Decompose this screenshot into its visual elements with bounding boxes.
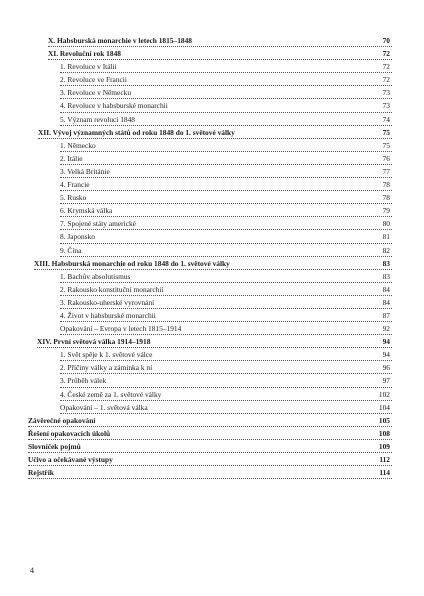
toc-page-number: 78 <box>382 193 390 203</box>
toc-page-number: 84 <box>382 297 390 307</box>
toc-entry-label: 3. Velká Británie <box>60 166 110 176</box>
toc-entry-label: 5. Význam revolucí 1848 <box>60 114 135 124</box>
toc-entry-label: 1. Bachův absolutismus <box>60 271 131 281</box>
toc-page-number: 105 <box>378 415 390 425</box>
toc-entry-label: 1. Německo <box>60 140 96 150</box>
toc-entry-label: 9. Čína <box>60 245 82 255</box>
toc-chapter-row[interactable] <box>28 454 392 467</box>
toc-entry-label: Rejstřík <box>28 468 54 478</box>
toc-entry-label: XII. Vývoj významných států od roku 1848 do 1. světové války <box>38 127 235 137</box>
toc-page-number: 81 <box>382 232 390 242</box>
toc-entry-label: 4. České země za 1. světové války <box>60 389 162 399</box>
toc-entry-label: 4. Život v habsburské monarchii <box>60 310 156 320</box>
toc-entry-label: 7. Spojené státy americké <box>60 219 136 229</box>
toc-chapter-row[interactable] <box>28 428 392 441</box>
toc-page-number: 83 <box>382 258 390 268</box>
toc-entry-label: 2. Rakousko konstituční monarchií <box>60 284 164 294</box>
toc-entry-label: 6. Krymská válka <box>60 206 113 216</box>
toc-chapter-row[interactable] <box>28 467 392 480</box>
toc-entry-label: 5. Rusko <box>60 193 87 203</box>
toc-page-number: 114 <box>379 468 390 478</box>
toc-entry-label: 8. Japonsko <box>60 232 95 242</box>
toc-page-number: 76 <box>382 153 390 163</box>
toc-entry-label: 4. Francie <box>60 180 90 190</box>
toc-page-number: 96 <box>382 363 390 373</box>
page-number: 4 <box>30 566 34 575</box>
toc-page-number: 84 <box>382 284 390 294</box>
toc-entry-label: 3. Revoluce v Německu <box>60 88 132 98</box>
toc-entry-label: Slovníček pojmů <box>28 441 81 451</box>
toc-page-number: 109 <box>378 441 390 451</box>
toc-entry-label: Opakování – Evropa v letech 1815–1914 <box>60 324 182 334</box>
toc-page-number: 102 <box>378 389 390 399</box>
toc-page-number: 108 <box>378 428 390 438</box>
toc-page-number: 83 <box>382 271 390 281</box>
toc-page-number: 75 <box>382 140 390 150</box>
toc-page-number: 78 <box>382 180 390 190</box>
toc-page-number: 72 <box>382 75 390 85</box>
toc-page-number: 94 <box>382 350 390 360</box>
toc-page-number: 87 <box>382 310 390 320</box>
toc-page-number: 80 <box>382 219 390 229</box>
toc-entry-label: X. Habsburská monarchie v letech 1815–1848 <box>48 36 192 45</box>
toc-page-number: 92 <box>382 324 390 334</box>
toc-page-number: 73 <box>382 101 390 111</box>
toc-entry-label: Řešení opakovacích úkolů <box>28 428 111 438</box>
dotted-leader <box>60 190 392 191</box>
toc-page-number: 72 <box>382 49 390 59</box>
toc-page-number: 82 <box>382 245 390 255</box>
toc-entry-label: 4. Revoluce v habsburské monarchii <box>60 101 168 111</box>
toc-page-number: 104 <box>378 402 390 412</box>
dotted-leader <box>60 164 392 165</box>
dotted-leader <box>60 243 392 244</box>
toc-entry-label: XIII. Habsburská monarchie od roku 1848 do 1. světové války <box>34 258 230 268</box>
toc-page-number: 70 <box>382 36 390 45</box>
toc-page-number: 79 <box>382 206 390 216</box>
toc-section-row[interactable] <box>28 140 392 153</box>
toc-page-number: 72 <box>382 62 390 72</box>
toc-entry-label: 2. Příčiny války a záminka k ní <box>60 363 153 373</box>
toc-entry-label: 3. Rakousko-uherské vyrovnání <box>60 297 155 307</box>
toc-entry-label: 2. Itálie <box>60 153 83 163</box>
toc-entry-label: Opakování – 1. světová válka <box>60 402 148 412</box>
toc-entry-label: Učivo a očekávané výstupy <box>28 455 113 464</box>
toc-page-number: 112 <box>379 455 390 464</box>
toc-entry-label: 2. Revoluce ve Francii <box>60 75 127 85</box>
toc-page-number: 77 <box>382 166 390 176</box>
toc-page-number: 74 <box>382 114 390 124</box>
toc-entry-label: 3. Průběh válek <box>60 376 107 386</box>
toc-entry-label: 1. Svět spěje k 1. světové válce <box>60 350 153 360</box>
dotted-leader <box>60 177 392 178</box>
toc-entry-label: XI. Revoluční rok 1848 <box>48 49 121 59</box>
toc-section-row[interactable] <box>28 231 392 244</box>
dotted-leader <box>28 478 392 479</box>
toc-page-number: 75 <box>382 127 390 137</box>
toc-entry-label: 1. Revoluce v Itálii <box>60 62 117 72</box>
toc-page-number: 73 <box>382 88 390 98</box>
toc-entry-label: Závěrečné opakování <box>28 415 96 425</box>
toc-page-number: 97 <box>382 376 390 386</box>
toc-page-number: 94 <box>382 337 390 347</box>
toc-entry-label: XIV. První světová válka 1914–1918 <box>37 337 151 347</box>
dotted-leader <box>60 151 392 152</box>
table-of-contents <box>28 35 392 480</box>
